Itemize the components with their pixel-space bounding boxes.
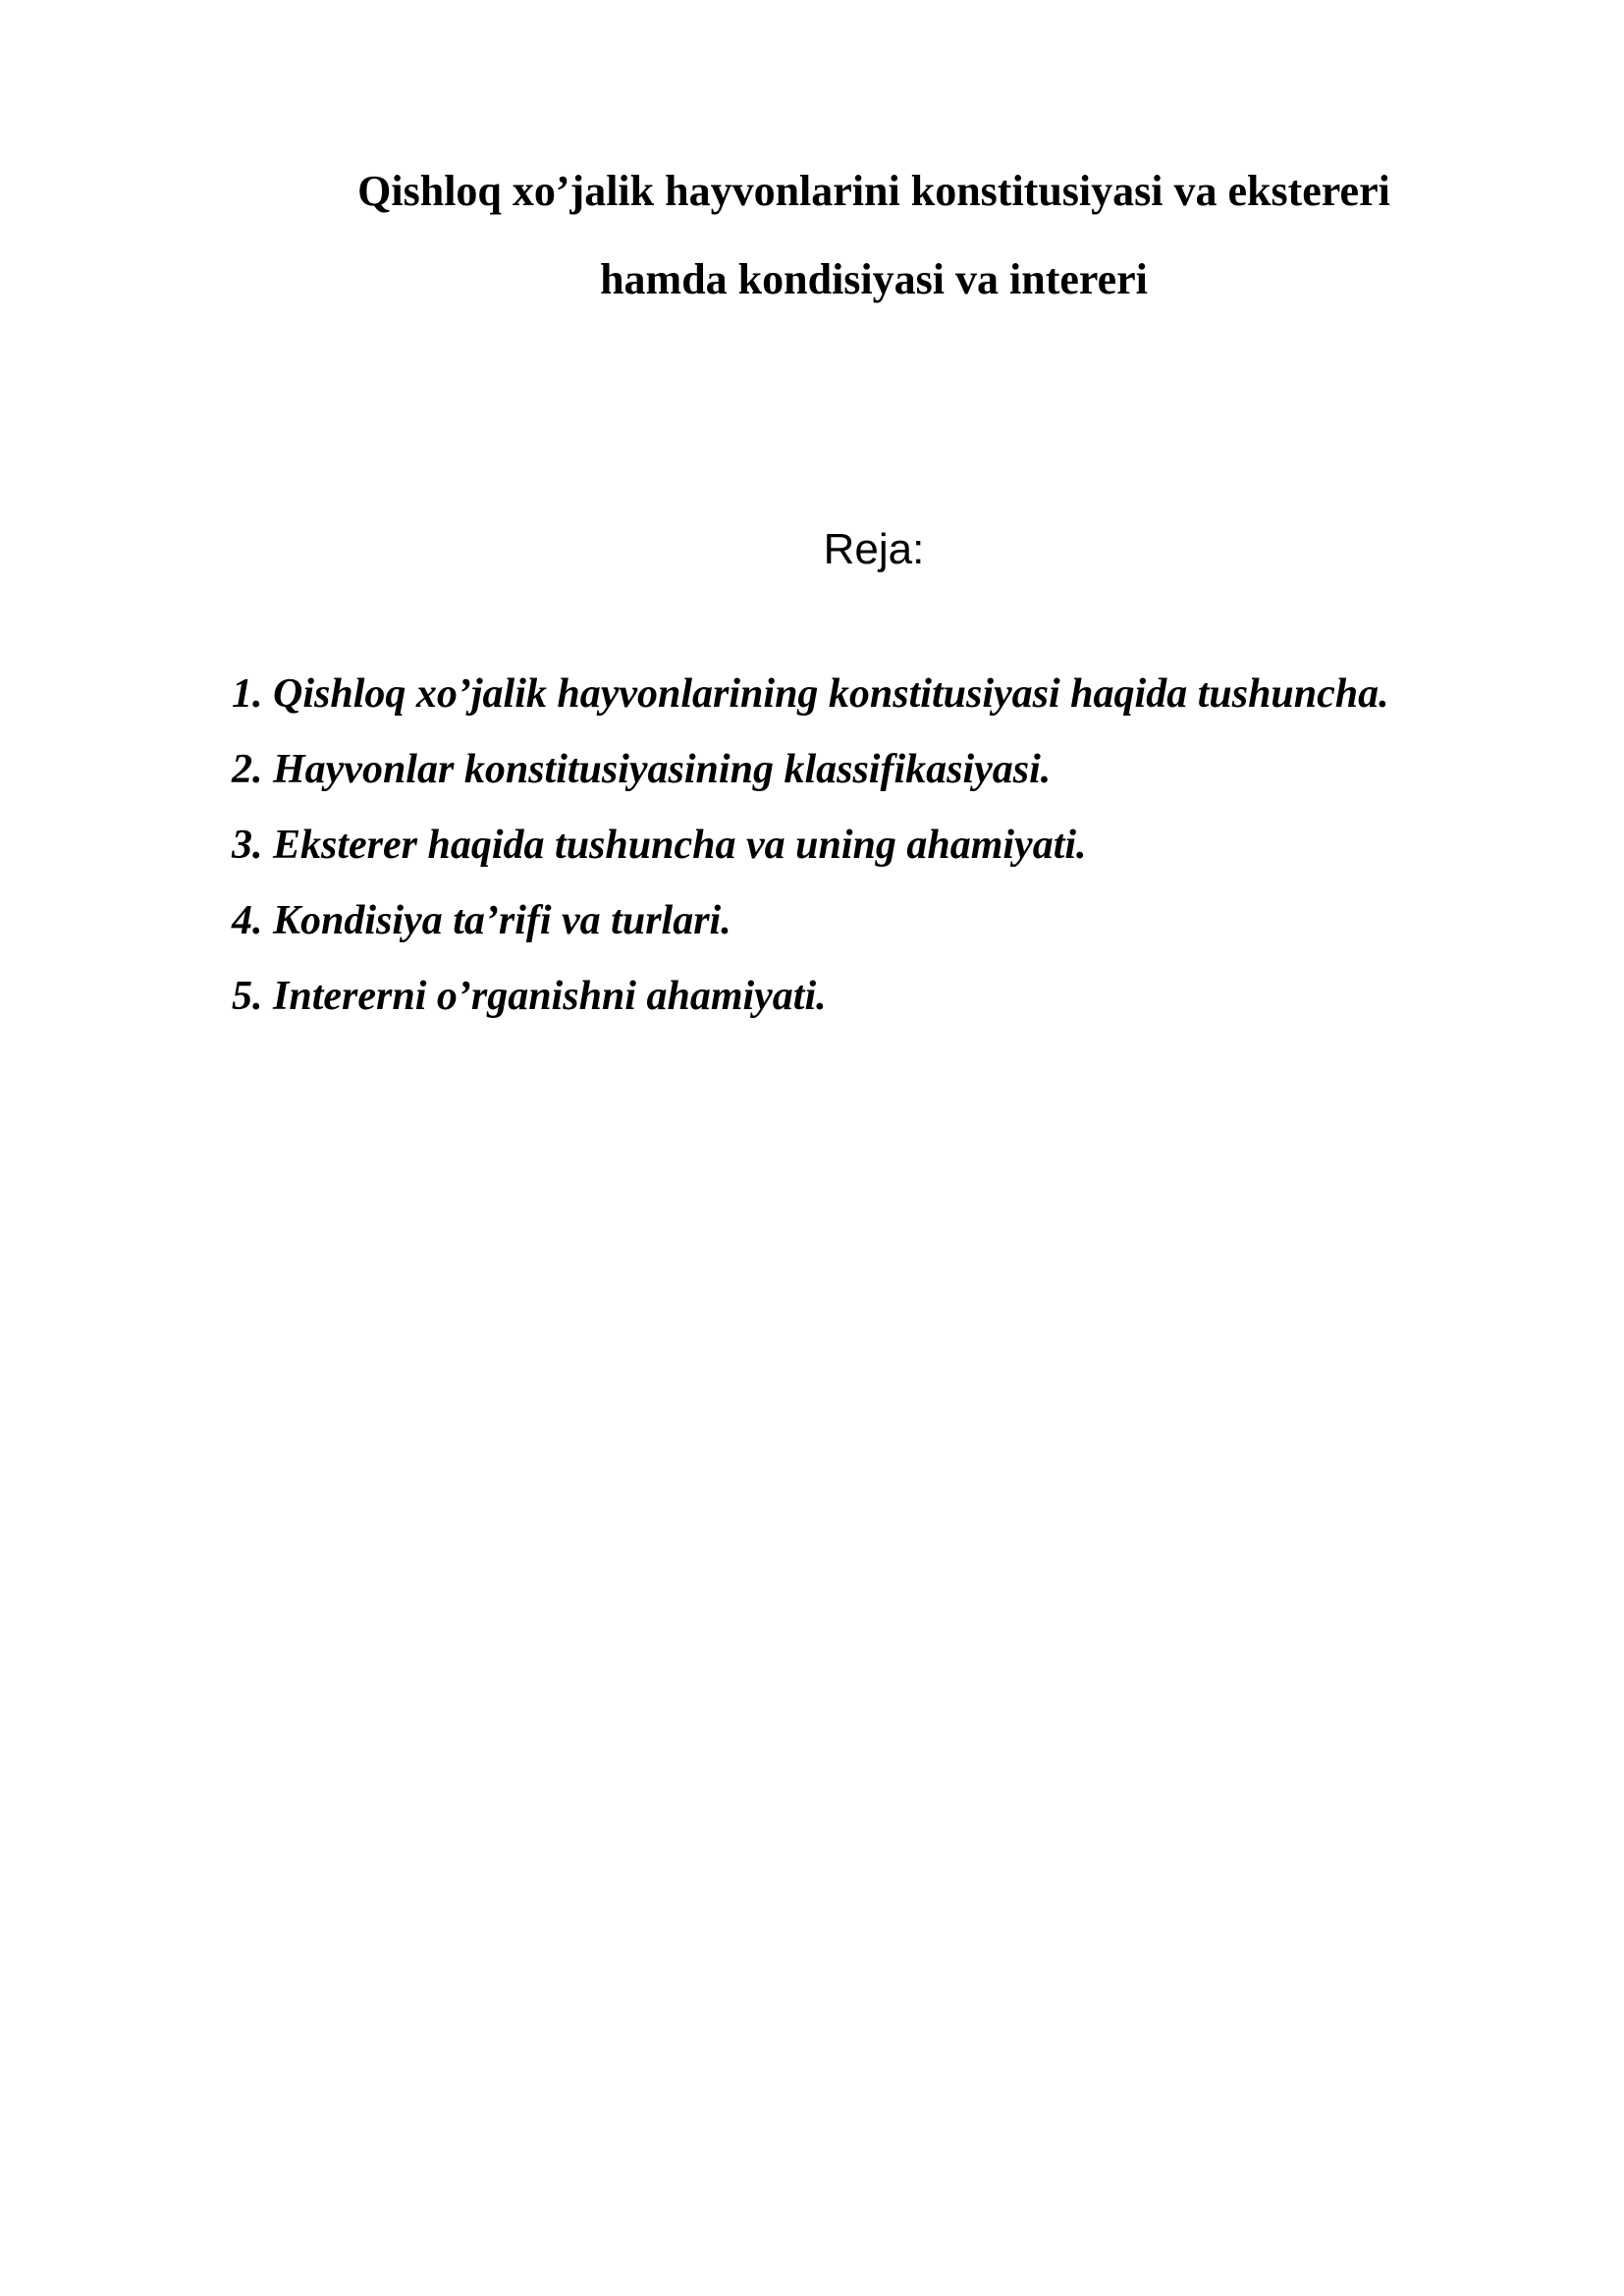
plan-item-3: 3. Eksterer haqida tushuncha va uning ahamiyati.	[232, 823, 1087, 868]
title-line-1: Qishloq xo’jalik hayvonlarini konstitusiyasi va ekstereri	[357, 167, 1390, 215]
plan-item-1: 1. Qishloq xo’jalik hayvonlarining konstitusiyasi haqida tushuncha.	[232, 671, 1389, 717]
plan-item-2: 2. Hayvonlar konstitusiyasining klassifikasiyasi.	[232, 747, 1052, 792]
plan-heading: Reja:	[823, 525, 925, 573]
document-title	[255, 147, 1492, 324]
plan-list	[232, 657, 1508, 1035]
plan-item-5: 5. Intererni o’rganishni ahamiyati.	[232, 974, 827, 1019]
plan-item-4: 4. Kondisiya ta’rifi va turlari.	[232, 898, 731, 943]
title-line-2: hamda kondisiyasi va intereri	[600, 255, 1148, 303]
